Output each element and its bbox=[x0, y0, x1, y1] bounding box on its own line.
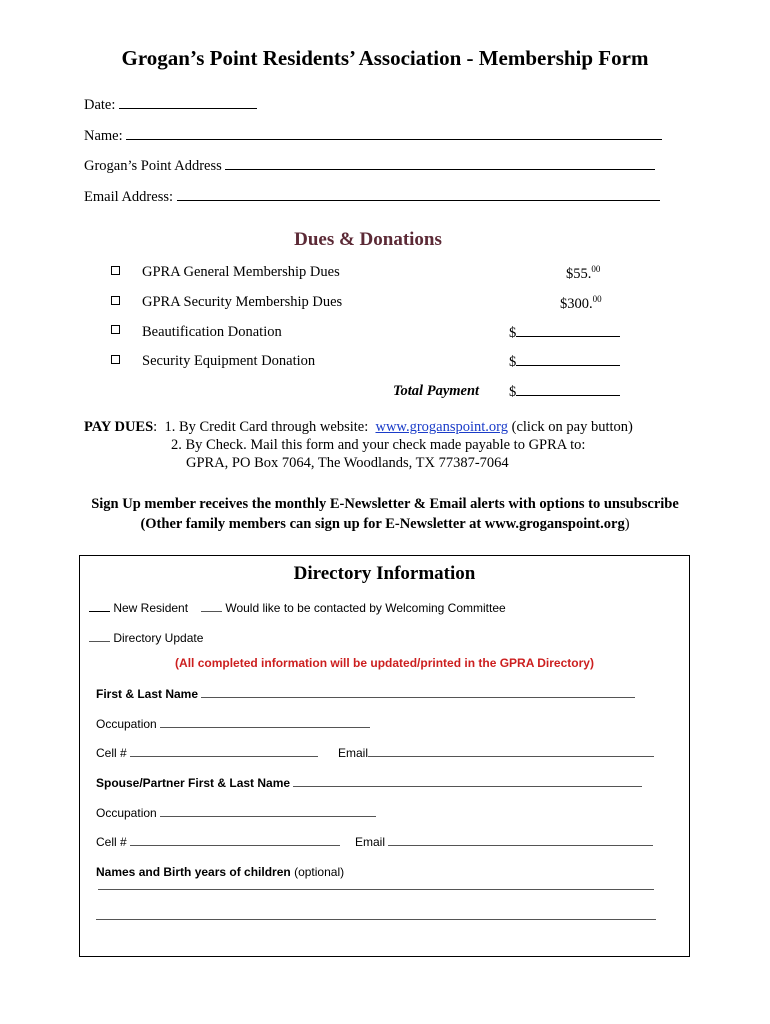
directory-update-label: Directory Update bbox=[113, 631, 204, 645]
dues-checkbox[interactable] bbox=[111, 296, 120, 305]
name-line[interactable] bbox=[126, 127, 662, 140]
children-line-1[interactable] bbox=[98, 879, 654, 890]
email-dir-label: Email bbox=[355, 835, 386, 849]
amount-line[interactable] bbox=[516, 324, 620, 337]
dues-item-label: Beautification Donation bbox=[142, 324, 282, 340]
email-dir-line[interactable] bbox=[388, 834, 653, 846]
address-label: Grogan’s Point Address bbox=[84, 158, 222, 174]
pay-dues-address: GPRA, PO Box 7064, The Woodlands, TX 77387-7064 bbox=[186, 455, 509, 471]
children-field-label: Names and Birth years of children (optional) bbox=[96, 865, 345, 879]
website-link[interactable]: www.groganspoint.org bbox=[375, 419, 508, 435]
first-last-name-line[interactable] bbox=[201, 686, 635, 698]
cell-label: Cell # bbox=[96, 746, 127, 760]
pay-dues-label: PAY DUES bbox=[84, 419, 154, 435]
spouse-occupation-field[interactable] bbox=[96, 805, 376, 820]
amount-line[interactable] bbox=[516, 383, 620, 396]
dues-item-amount: $55.00 bbox=[566, 264, 601, 282]
dues-item-label: Security Equipment Donation bbox=[142, 353, 316, 369]
new-resident-blank[interactable] bbox=[89, 600, 110, 612]
page-title: Grogan’s Point Residents’ Association - Membership Form bbox=[121, 46, 649, 70]
email-line[interactable] bbox=[177, 188, 660, 201]
signup-line2: (Other family members can sign up for E-Newsletter at www.groganspoint.org) bbox=[140, 516, 630, 532]
amount-line[interactable] bbox=[516, 353, 620, 366]
total-payment-field[interactable]: $ bbox=[509, 383, 620, 401]
occupation-label: Occupation bbox=[96, 806, 157, 820]
cell-field[interactable] bbox=[96, 745, 318, 760]
date-label: Date: bbox=[84, 97, 116, 113]
address-field[interactable] bbox=[84, 157, 655, 175]
cell-line[interactable] bbox=[130, 834, 340, 846]
spouse-name-label: Spouse/Partner First & Last Name bbox=[96, 776, 291, 790]
dues-title: Dues & Donations bbox=[294, 229, 442, 250]
spouse-name-field[interactable] bbox=[96, 775, 642, 790]
first-last-name-field[interactable] bbox=[96, 686, 635, 701]
dues-item-amount: $300.00 bbox=[560, 294, 602, 312]
new-resident-label: New Resident bbox=[113, 601, 189, 615]
dues-item-label: GPRA General Membership Dues bbox=[142, 264, 340, 280]
dues-item-amount-field[interactable]: $ bbox=[509, 353, 620, 371]
directory-notice: (All completed information will be updated/printed in the GPRA Directory) bbox=[175, 656, 594, 670]
dues-item-amount-field[interactable]: $ bbox=[509, 324, 620, 342]
dues-item-label: GPRA Security Membership Dues bbox=[142, 294, 343, 310]
email-label: Email Address: bbox=[84, 189, 174, 205]
signup-line1: Sign Up member receives the monthly E-Newsletter & Email alerts with options to unsubscribe bbox=[91, 496, 679, 512]
directory-title: Directory Information bbox=[293, 563, 476, 584]
dues-checkbox[interactable] bbox=[111, 266, 120, 275]
name-label: Name: bbox=[84, 128, 123, 144]
first-last-name-label: First & Last Name bbox=[96, 687, 199, 701]
directory-update-option[interactable] bbox=[89, 630, 203, 645]
pay-dues-line2: 2. By Check. Mail this form and your check made payable to GPRA to: bbox=[171, 437, 586, 453]
cell-label: Cell # bbox=[96, 835, 127, 849]
children-line-2[interactable] bbox=[96, 909, 656, 920]
date-line[interactable] bbox=[119, 96, 257, 109]
occupation-line[interactable] bbox=[160, 716, 370, 728]
email-dir-line[interactable] bbox=[368, 745, 654, 757]
occupation-label: Occupation bbox=[96, 717, 157, 731]
email-field[interactable] bbox=[84, 188, 660, 206]
dues-checkbox[interactable] bbox=[111, 355, 120, 364]
welcoming-option[interactable] bbox=[201, 600, 506, 615]
welcoming-label: Would like to be contacted by Welcoming Committee bbox=[225, 601, 506, 615]
dues-checkbox[interactable] bbox=[111, 325, 120, 334]
occupation-line[interactable] bbox=[160, 805, 376, 817]
spouse-name-line[interactable] bbox=[293, 775, 642, 787]
date-field[interactable] bbox=[84, 96, 257, 114]
welcoming-blank[interactable] bbox=[201, 600, 222, 612]
directory-update-blank[interactable] bbox=[89, 630, 110, 642]
cell-line[interactable] bbox=[130, 745, 318, 757]
occupation-field[interactable] bbox=[96, 716, 370, 731]
email-dir-label: Email bbox=[338, 746, 369, 760]
name-field[interactable] bbox=[84, 127, 662, 145]
spouse-email-field[interactable] bbox=[355, 834, 653, 849]
email-dir-field[interactable] bbox=[338, 745, 654, 760]
address-line[interactable] bbox=[225, 157, 655, 170]
spouse-cell-field[interactable] bbox=[96, 834, 340, 849]
pay-dues-line1: PAY DUES: 1. By Credit Card through website: www.groganspoint.org (click on pay button) bbox=[84, 419, 633, 435]
total-payment-label: Total Payment bbox=[393, 383, 480, 399]
new-resident-option[interactable] bbox=[89, 600, 188, 615]
